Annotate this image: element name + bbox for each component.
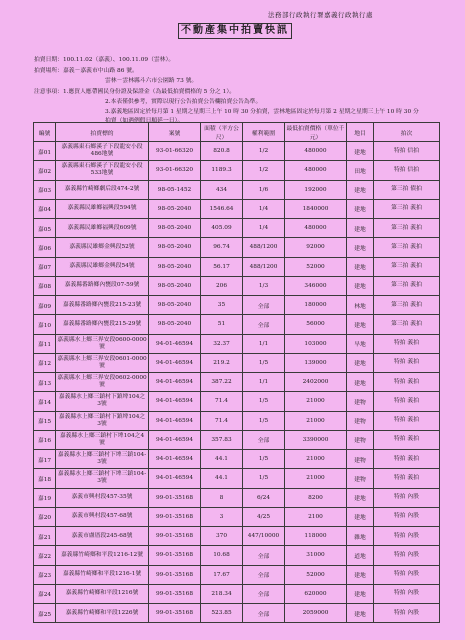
cell-no: 嘉02 — [34, 161, 56, 180]
cell-price: 480000 — [285, 142, 347, 161]
cell-location: 嘉義市興村段457-35號 — [56, 488, 149, 507]
cell-case: 98-05-2040 — [149, 315, 201, 334]
cell-area: 56.17 — [201, 257, 243, 276]
cell-case: 98-05-2040 — [149, 219, 201, 238]
cell-case: 99-01-35168 — [149, 546, 201, 565]
cell-location: 嘉義縣民雄鄉福興段609號 — [56, 219, 149, 238]
cell-no: 嘉23 — [34, 565, 56, 584]
cell-remark: 第三拍 義拍 — [374, 296, 440, 315]
cell-remark: 第三拍 義拍 — [374, 219, 440, 238]
col-header-remark: 拍次 — [374, 123, 440, 142]
cell-case: 98-05-2040 — [149, 296, 201, 315]
cell-right: 447/10000 — [243, 527, 285, 546]
auction-place-line: 拍賣場所：嘉義－嘉義市中山路 86 號。 — [34, 68, 138, 74]
table-row — [34, 334, 440, 353]
cell-area: 8 — [201, 488, 243, 507]
cell-price: 21000 — [285, 411, 347, 430]
cell-no: 嘉20 — [34, 507, 56, 526]
cell-location: 嘉義縣水上鄉三界安段0600-0000號 — [56, 334, 149, 353]
cell-right: 全部 — [243, 565, 285, 584]
cell-right: 6/24 — [243, 488, 285, 507]
table-row — [34, 257, 440, 276]
cell-remark: 第三拍 債拍 — [374, 180, 440, 199]
cell-location: 嘉義縣水上鄉三鎮村下埤三鎮104-3號 — [56, 450, 149, 469]
cell-area: 434 — [201, 180, 243, 199]
notice-line-4: 拍賣（如遇例假日順延一日）。 — [105, 118, 184, 124]
cell-case: 99-01-35168 — [149, 507, 201, 526]
cell-land: 建地 — [347, 142, 374, 161]
cell-case: 99-01-35168 — [149, 527, 201, 546]
cell-location: 嘉義縣東石鄉溪子下段龍安小段533地號 — [56, 161, 149, 180]
table-row — [34, 219, 440, 238]
cell-case: 94-01-46594 — [149, 392, 201, 411]
cell-case: 98-05-2040 — [149, 276, 201, 295]
table-row — [34, 315, 440, 334]
page-title: 不動產集中拍賣快訊 — [178, 23, 292, 39]
cell-location: 嘉義縣竹崎鄉劇后段474-2號 — [56, 180, 149, 199]
table-row — [34, 507, 440, 526]
cell-land: 建物 — [347, 450, 374, 469]
cell-case: 93-01-66320 — [149, 161, 201, 180]
table-row — [34, 411, 440, 430]
cell-location: 嘉義縣水上鄉三界安段0601-0000號 — [56, 353, 149, 372]
auction-date-line: 拍賣日期：100.11.02（嘉義）、100.11.09（雲林）。 — [34, 57, 175, 63]
cell-land: 建地 — [347, 257, 374, 276]
cell-area: 387.22 — [201, 373, 243, 392]
cell-no: 嘉12 — [34, 353, 56, 372]
cell-land: 建地 — [347, 353, 374, 372]
cell-land: 建地 — [347, 238, 374, 257]
cell-remark: 特拍 義拍 — [374, 373, 440, 392]
cell-land: 田地 — [347, 161, 374, 180]
cell-right: 488/1200 — [243, 257, 285, 276]
cell-price: 180000 — [285, 296, 347, 315]
cell-land: 建地 — [347, 276, 374, 295]
table-row — [34, 373, 440, 392]
cell-remark: 第三拍 義拍 — [374, 257, 440, 276]
cell-price: 1840000 — [285, 199, 347, 218]
cell-remark: 特拍 義拍 — [374, 450, 440, 469]
cell-price: 346000 — [285, 276, 347, 295]
table-row — [34, 142, 440, 161]
cell-area: 820.8 — [201, 142, 243, 161]
cell-area: 51 — [201, 315, 243, 334]
cell-right: 1/5 — [243, 411, 285, 430]
cell-area: 523.85 — [201, 604, 243, 623]
cell-land: 建物 — [347, 469, 374, 488]
cell-area: 44.1 — [201, 450, 243, 469]
cell-price: 31000 — [285, 546, 347, 565]
table-row — [34, 180, 440, 199]
cell-location: 嘉義縣民雄鄉金興段54號 — [56, 257, 149, 276]
cell-remark: 特拍 義拍 — [374, 469, 440, 488]
cell-price: 92000 — [285, 238, 347, 257]
cell-remark: 特拍 內股 — [374, 507, 440, 526]
agency-name: 法務部行政執行署嘉義行政執行處 — [268, 11, 373, 19]
table-row — [34, 238, 440, 257]
cell-land: 建地 — [347, 199, 374, 218]
cell-location: 嘉義縣番路鄉內甕段07-59號 — [56, 276, 149, 295]
cell-price: 21000 — [285, 392, 347, 411]
cell-remark: 特拍 內股 — [374, 546, 440, 565]
cell-land: 建地 — [347, 373, 374, 392]
cell-right: 全部 — [243, 430, 285, 449]
cell-no: 嘉19 — [34, 488, 56, 507]
cell-right: 1/2 — [243, 161, 285, 180]
col-header-no: 編號 — [34, 123, 56, 142]
cell-right: 1/5 — [243, 392, 285, 411]
cell-remark: 第三拍 義拍 — [374, 276, 440, 295]
table-row — [34, 199, 440, 218]
col-header-location: 拍賣標的 — [56, 123, 149, 142]
table-row — [34, 392, 440, 411]
cell-location: 嘉義縣竹崎鄉和平段1226號 — [56, 604, 149, 623]
cell-land: 建地 — [347, 507, 374, 526]
cell-remark: 特拍 內股 — [374, 584, 440, 603]
cell-remark: 特拍 義拍 — [374, 411, 440, 430]
col-header-land: 地目 — [347, 123, 374, 142]
cell-remark: 特拍 內股 — [374, 488, 440, 507]
table-row — [34, 604, 440, 623]
col-header-case: 案號 — [149, 123, 201, 142]
cell-price: 480000 — [285, 161, 347, 180]
cell-right: 全部 — [243, 604, 285, 623]
cell-land: 建地 — [347, 565, 374, 584]
table-row — [34, 546, 440, 565]
col-header-right: 權利範圍 — [243, 123, 285, 142]
cell-location: 嘉義縣水上鄉三界安段0602-0000號 — [56, 373, 149, 392]
cell-remark: 第三拍 義拍 — [374, 199, 440, 218]
cell-no: 嘉13 — [34, 373, 56, 392]
cell-case: 99-01-35168 — [149, 604, 201, 623]
cell-case: 93-01-66320 — [149, 142, 201, 161]
cell-price: 8200 — [285, 488, 347, 507]
cell-land: 建地 — [347, 180, 374, 199]
cell-area: 71.4 — [201, 392, 243, 411]
cell-location: 嘉義縣水上鄉三鎮村下埤三鎮104-3號 — [56, 469, 149, 488]
cell-no: 嘉24 — [34, 584, 56, 603]
cell-location: 嘉義縣番路鄉內甕段215-29號 — [56, 315, 149, 334]
cell-price: 192000 — [285, 180, 347, 199]
cell-no: 嘉01 — [34, 142, 56, 161]
table-row — [34, 276, 440, 295]
cell-location: 嘉義縣水上鄉三鎮村下鎮埤104之3號 — [56, 411, 149, 430]
cell-no: 嘉05 — [34, 219, 56, 238]
cell-land: 建物 — [347, 411, 374, 430]
cell-remark: 特拍 信拍 — [374, 142, 440, 161]
cell-land: 建地 — [347, 604, 374, 623]
cell-location: 嘉義縣水上鄉三鎮村下埤104之4號 — [56, 430, 149, 449]
cell-price: 620000 — [285, 584, 347, 603]
cell-area: 32.37 — [201, 334, 243, 353]
cell-right: 全部 — [243, 584, 285, 603]
cell-no: 嘉07 — [34, 257, 56, 276]
table-row — [34, 430, 440, 449]
cell-case: 94-01-46594 — [149, 469, 201, 488]
cell-price: 2100 — [285, 507, 347, 526]
cell-right: 1/4 — [243, 219, 285, 238]
cell-location: 嘉義縣番路鄉內甕段215-23號 — [56, 296, 149, 315]
cell-remark: 特拍 義拍 — [374, 392, 440, 411]
cell-remark: 特拍 內股 — [374, 604, 440, 623]
cell-location: 嘉義縣竹崎鄉和平段1216-1號 — [56, 565, 149, 584]
cell-price: 118000 — [285, 527, 347, 546]
table-row — [34, 527, 440, 546]
notice-line-2: 2.本表僅供參考，實際以現行公告拍賣公告欄拍賣公告為準。 — [105, 99, 262, 105]
cell-area: 219.2 — [201, 353, 243, 372]
cell-area: 218.34 — [201, 584, 243, 603]
cell-land: 道地 — [347, 546, 374, 565]
table-row — [34, 584, 440, 603]
cell-no: 嘉21 — [34, 527, 56, 546]
cell-area: 96.74 — [201, 238, 243, 257]
table-row — [34, 161, 440, 180]
cell-area: 35 — [201, 296, 243, 315]
cell-location: 嘉義縣竹崎鄉和平段1216-12號 — [56, 546, 149, 565]
cell-no: 嘉11 — [34, 334, 56, 353]
cell-right: 1/2 — [243, 142, 285, 161]
cell-remark: 特拍 義拍 — [374, 353, 440, 372]
cell-price: 21000 — [285, 469, 347, 488]
table-row — [34, 469, 440, 488]
cell-no: 嘉08 — [34, 276, 56, 295]
cell-right: 全部 — [243, 296, 285, 315]
cell-remark: 第三拍 義拍 — [374, 238, 440, 257]
cell-case: 99-01-35168 — [149, 565, 201, 584]
cell-right: 1/5 — [243, 353, 285, 372]
cell-right: 1/4 — [243, 199, 285, 218]
cell-right: 1/1 — [243, 334, 285, 353]
cell-case: 99-01-35168 — [149, 488, 201, 507]
cell-area: 3 — [201, 507, 243, 526]
cell-right: 全部 — [243, 546, 285, 565]
cell-land: 建物 — [347, 392, 374, 411]
table-row — [34, 565, 440, 584]
cell-right: 全部 — [243, 315, 285, 334]
cell-right: 1/6 — [243, 180, 285, 199]
cell-remark: 特拍 義拍 — [374, 430, 440, 449]
cell-remark: 特拍 義拍 — [374, 334, 440, 353]
auction-place-line-2: 雲林－雲林縣斗六市公園路 73 號。 — [105, 78, 198, 84]
cell-price: 56000 — [285, 315, 347, 334]
table-row — [34, 488, 440, 507]
cell-remark: 特拍 內股 — [374, 527, 440, 546]
cell-land: 建地 — [347, 488, 374, 507]
cell-land: 建地 — [347, 584, 374, 603]
cell-price: 103000 — [285, 334, 347, 353]
cell-land: 林地 — [347, 296, 374, 315]
cell-no: 嘉18 — [34, 469, 56, 488]
cell-no: 嘉10 — [34, 315, 56, 334]
cell-right: 1/5 — [243, 469, 285, 488]
cell-right: 1/1 — [243, 373, 285, 392]
cell-location: 嘉義縣水上鄉三鎮村下鎮埤104之3號 — [56, 392, 149, 411]
notice-line-3: 3.嘉義地區固定於每月第 1 星期之星期三上午 10 時 30 分拍賣，雲林地區固定於每月第 2 星期之星期三上午 10 時 30 分 — [105, 109, 419, 115]
cell-location: 嘉義縣東石鄉溪子下段龍安小段486地號 — [56, 142, 149, 161]
cell-remark: 第三拍 義拍 — [374, 315, 440, 334]
cell-no: 嘉25 — [34, 604, 56, 623]
cell-land: 建地 — [347, 219, 374, 238]
table-row — [34, 353, 440, 372]
cell-price: 3390000 — [285, 430, 347, 449]
cell-price: 480000 — [285, 219, 347, 238]
cell-right: 488/1200 — [243, 238, 285, 257]
cell-area: 206 — [201, 276, 243, 295]
cell-location: 嘉義縣竹崎鄉和平段1216號 — [56, 584, 149, 603]
cell-price: 52000 — [285, 257, 347, 276]
cell-area: 1546.64 — [201, 199, 243, 218]
cell-no: 嘉04 — [34, 199, 56, 218]
cell-no: 嘉22 — [34, 546, 56, 565]
auction-table — [33, 122, 440, 623]
cell-case: 94-01-46594 — [149, 373, 201, 392]
cell-no: 嘉16 — [34, 430, 56, 449]
cell-remark: 特拍 內股 — [374, 565, 440, 584]
cell-right: 4/25 — [243, 507, 285, 526]
cell-area: 44.1 — [201, 469, 243, 488]
cell-land: 雜地 — [347, 527, 374, 546]
cell-area: 17.67 — [201, 565, 243, 584]
cell-remark: 特拍 信拍 — [374, 161, 440, 180]
table-row — [34, 296, 440, 315]
cell-price: 52000 — [285, 565, 347, 584]
cell-case: 94-01-46594 — [149, 353, 201, 372]
cell-case: 98-05-2040 — [149, 238, 201, 257]
col-header-price: 最低拍賣價格（單位千元） — [285, 123, 347, 142]
cell-case: 94-01-46594 — [149, 450, 201, 469]
table-header-row — [34, 123, 440, 142]
cell-area: 10.68 — [201, 546, 243, 565]
cell-area: 71.4 — [201, 411, 243, 430]
cell-case: 94-01-46594 — [149, 430, 201, 449]
cell-case: 99-01-35168 — [149, 584, 201, 603]
cell-case: 98-05-2040 — [149, 199, 201, 218]
cell-no: 嘉15 — [34, 411, 56, 430]
table-row — [34, 450, 440, 469]
cell-no: 嘉03 — [34, 180, 56, 199]
cell-case: 98-05-1452 — [149, 180, 201, 199]
cell-price: 2402000 — [285, 373, 347, 392]
cell-right: 1/3 — [243, 276, 285, 295]
cell-no: 嘉14 — [34, 392, 56, 411]
cell-area: 405.09 — [201, 219, 243, 238]
notice-line-1: 注意事項：1.應買人應帶國民身份證及保證金（為最低拍賣價格的 5 分之 1）。 — [34, 89, 236, 95]
cell-land: 建物 — [347, 430, 374, 449]
cell-case: 94-01-46594 — [149, 334, 201, 353]
cell-price: 21000 — [285, 450, 347, 469]
cell-right: 1/5 — [243, 450, 285, 469]
cell-price: 2059000 — [285, 604, 347, 623]
cell-location: 嘉義市盧厝段245-68號 — [56, 527, 149, 546]
cell-location: 嘉義縣民雄鄉福興段594號 — [56, 199, 149, 218]
cell-no: 嘉17 — [34, 450, 56, 469]
cell-case: 94-01-46594 — [149, 411, 201, 430]
cell-case: 98-05-2040 — [149, 257, 201, 276]
cell-land: 旱地 — [347, 334, 374, 353]
cell-land: 建地 — [347, 315, 374, 334]
cell-area: 370 — [201, 527, 243, 546]
cell-location: 嘉義市興村段457-68號 — [56, 507, 149, 526]
cell-area: 357.83 — [201, 430, 243, 449]
col-header-area: 面積（平方公尺） — [201, 123, 243, 142]
cell-location: 嘉義縣民雄鄉金興段52號 — [56, 238, 149, 257]
cell-no: 嘉09 — [34, 296, 56, 315]
cell-area: 1189.3 — [201, 161, 243, 180]
cell-no: 嘉06 — [34, 238, 56, 257]
cell-price: 139000 — [285, 353, 347, 372]
